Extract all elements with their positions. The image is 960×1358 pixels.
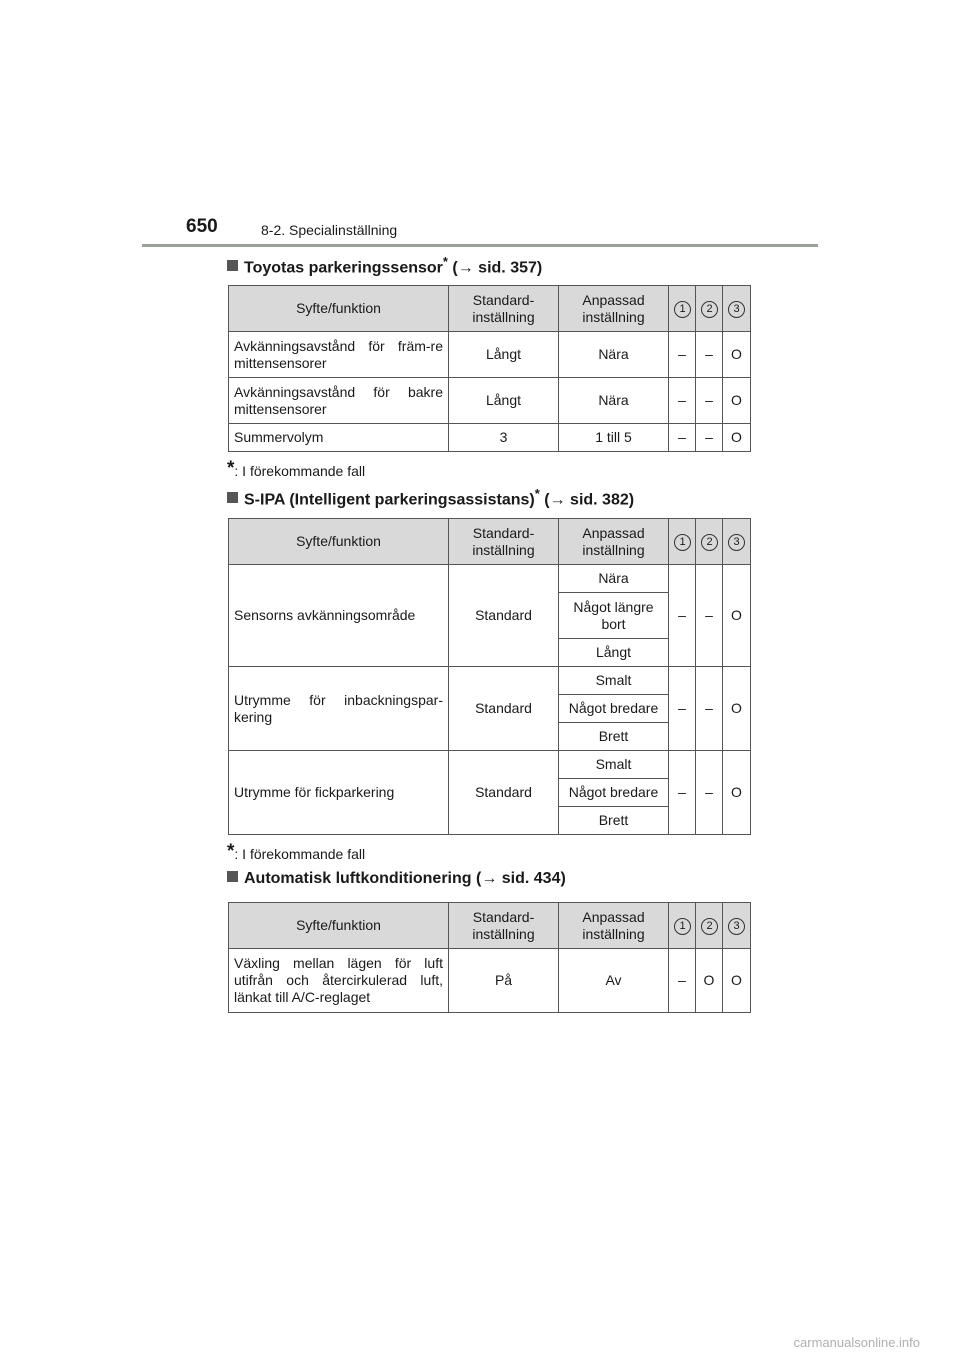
circled-1-icon: 1	[674, 534, 691, 551]
row-m3: O	[723, 378, 751, 424]
table-row	[229, 751, 751, 779]
page-number: 650	[186, 216, 218, 237]
row-m2: –	[696, 424, 723, 452]
footnote-text: : I förekommande fall	[234, 846, 366, 862]
row-function: Växling mellan lägen för luft utifrån och återcirkulerad luft, länkat till A/C-reglaget	[229, 949, 449, 1013]
col-m2	[696, 286, 723, 332]
circled-2-icon: 2	[701, 534, 718, 551]
col-default: Standard-inställning	[449, 519, 559, 565]
row-custom-option: Smalt	[559, 667, 669, 695]
col-function: Syfte/funktion	[229, 903, 449, 949]
row-custom-option: Brett	[559, 723, 669, 751]
row-m3: O	[723, 565, 751, 667]
row-m3: O	[723, 751, 751, 835]
col-m3	[723, 519, 751, 565]
table-row	[229, 332, 751, 378]
section2-table	[228, 518, 751, 835]
row-function: Utrymme för inbackningspar-kering	[229, 667, 449, 751]
row-m2: –	[696, 751, 723, 835]
col-m2	[696, 519, 723, 565]
col-m3	[723, 903, 751, 949]
col-m1	[669, 903, 696, 949]
col-function: Syfte/funktion	[229, 519, 449, 565]
row-m3: O	[723, 949, 751, 1013]
row-m2: –	[696, 667, 723, 751]
row-m1: –	[669, 667, 696, 751]
row-function: Sensorns avkänningsområde	[229, 565, 449, 667]
footnote-star: *	[227, 841, 235, 862]
row-custom: 1 till 5	[559, 424, 669, 452]
row-m1: –	[669, 949, 696, 1013]
section3-table	[228, 902, 751, 1013]
table-row	[229, 565, 751, 593]
section2-header-row	[229, 519, 751, 565]
row-m2: O	[696, 949, 723, 1013]
row-custom: Nära	[559, 378, 669, 424]
row-m3: O	[723, 667, 751, 751]
col-custom: Anpassad inställning	[559, 903, 669, 949]
col-m1	[669, 286, 696, 332]
row-m1: –	[669, 751, 696, 835]
row-default: Långt	[449, 378, 559, 424]
row-function: Summervolym	[229, 424, 449, 452]
col-m2	[696, 903, 723, 949]
row-default: 3	[449, 424, 559, 452]
footnote-star: *	[227, 458, 235, 479]
row-m3: O	[723, 332, 751, 378]
row-function: Avkänningsavstånd för främ-re mittensensorer	[229, 332, 449, 378]
bullet-square-icon	[227, 492, 238, 503]
circled-1-icon: 1	[674, 918, 691, 935]
section1-title: Toyotas parkeringssensor	[244, 259, 443, 277]
row-default: Standard	[449, 751, 559, 835]
row-m2: –	[696, 565, 723, 667]
section3-ref: (→ sid. 434)	[476, 870, 566, 887]
row-m1: –	[669, 565, 696, 667]
circled-2-icon: 2	[701, 301, 718, 318]
circled-3-icon: 3	[728, 301, 745, 318]
section3-heading	[227, 870, 566, 888]
section2-star: *	[534, 486, 540, 501]
section1-star: *	[442, 254, 448, 269]
row-default: Standard	[449, 565, 559, 667]
col-default: Standard-inställning	[449, 903, 559, 949]
circled-3-icon: 3	[728, 534, 745, 551]
table-row	[229, 378, 751, 424]
row-m1: –	[669, 332, 696, 378]
circled-3-icon: 3	[728, 918, 745, 935]
row-function: Utrymme för fickparkering	[229, 751, 449, 835]
row-custom-option: Långt	[559, 639, 669, 667]
section1-heading	[227, 254, 542, 277]
row-m3: O	[723, 424, 751, 452]
row-default: Standard	[449, 667, 559, 751]
bullet-square-icon	[227, 871, 238, 882]
row-custom-option: Något bredare	[559, 695, 669, 723]
section1-header-row	[229, 286, 751, 332]
col-m3	[723, 286, 751, 332]
section2-ref: (→ sid. 382)	[544, 491, 635, 509]
watermark: carmanualsonline.info	[793, 1335, 920, 1350]
row-custom-option: Något bredare	[559, 779, 669, 807]
table-row	[229, 667, 751, 695]
row-custom: Av	[559, 949, 669, 1013]
section3-header-row	[229, 903, 751, 949]
section3-title: Automatisk luftkonditionering	[244, 870, 472, 887]
col-default: Standard-inställning	[449, 286, 559, 332]
section-label: 8-2. Specialinställning	[261, 222, 398, 238]
col-custom: Anpassad inställning	[559, 519, 669, 565]
section2-footnote	[227, 843, 365, 865]
row-custom-option: Nära	[559, 565, 669, 593]
section1-ref: (→ sid. 357)	[452, 259, 543, 277]
table-row	[229, 949, 751, 1013]
row-m2: –	[696, 332, 723, 378]
row-m2: –	[696, 378, 723, 424]
section1-footnote	[227, 460, 365, 482]
col-custom: Anpassad inställning	[559, 286, 669, 332]
circled-1-icon: 1	[674, 301, 691, 318]
circled-2-icon: 2	[701, 918, 718, 935]
row-custom-option: Brett	[559, 807, 669, 835]
row-m1: –	[669, 424, 696, 452]
row-custom-option: Något längre bort	[559, 593, 669, 639]
section1-table	[228, 285, 751, 452]
footnote-text: : I förekommande fall	[234, 463, 366, 479]
row-custom: Nära	[559, 332, 669, 378]
row-custom-option: Smalt	[559, 751, 669, 779]
table-row	[229, 424, 751, 452]
bullet-square-icon	[227, 260, 238, 271]
section2-heading	[227, 486, 634, 509]
header-rule	[142, 244, 818, 247]
section2-title: S-IPA (Intelligent parkeringsassistans)	[244, 491, 535, 509]
row-default: På	[449, 949, 559, 1013]
row-default: Långt	[449, 332, 559, 378]
row-function: Avkänningsavstånd för bakre mittensensorer	[229, 378, 449, 424]
row-m1: –	[669, 378, 696, 424]
col-m1	[669, 519, 696, 565]
col-function: Syfte/funktion	[229, 286, 449, 332]
